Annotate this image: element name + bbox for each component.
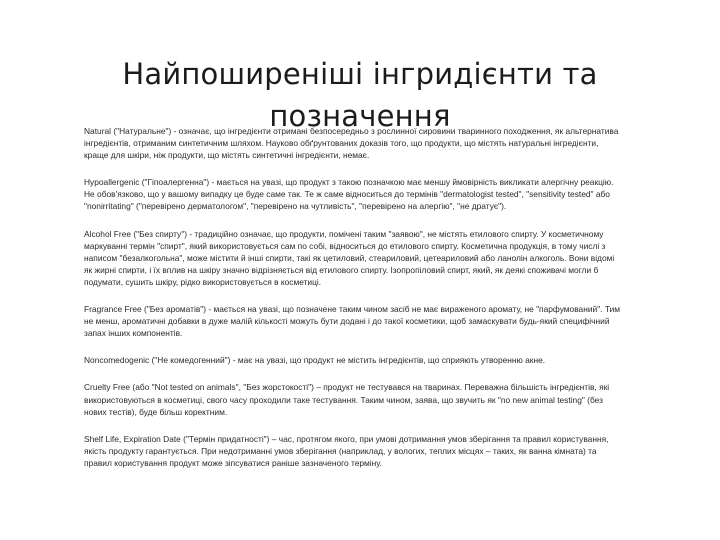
paragraph-fragrance-free: Fragrance Free ("Без ароматів") - мається на увазі, що позначене таким чином засіб не має вираженого аромату, не "парфумований". Тим не менш, ароматичні добавки в дуже малій кількості можуть бути додані і до такої косметики, щоб замаскувати будь-який специфічний запах інших компонентів. [84,304,621,339]
paragraph-natural: Natural ("Натуральне") - означає, що інгредієнти отримані безпосередньо з рослинної сировини тваринного походження, як альтернатива інгредієнтів, отриманим синтетичним шляхом. Науково обґрунтованих доказів того, що продукти, що містять натуральні інгредієнти, краще для шкіри, ніж продукти, що містять синтетичні інгредієнти, немає. [84,126,619,161]
paragraph-hypoallergenic: Hypoallergenic ("Гіпоалергенна") - мається на увазі, що продукт з такою позначкою має меншу ймовірність викликати алергічну реакцію. Не обов'язково, що у вашому випадку це буде саме так. Те ж саме відноситься до термінів "dermatologist tested", "sensitivity tested" або "nonirritating" ("перевірено дерматологом", "перевірено на чутливість", "перевірено на алергію", "не дратує"). [84,177,614,212]
paragraph-alcohol-free: Alcohol Free ("Без спирту") - традиційно означає, що продукти, помічені таким "заявою", не містять етилового спирту. У косметичному маркуванні термін "спирт", який використовується сам по собі, відноситься до етилового спирту. Косметична продукція, в тому числі з написом "безалкогольна", може містити й інші спирти, такі як цетиловий, стеариловий, цетеариловий або ланолін алкоголь. Вони відомі як жирні спирти, і їх вплив на шкіру значно відрізняється від етилового спирту. Ізопропіловий спирт, який, як деякі споживачі могли б подумати, сушить шкіру, рідко використовується в косметиці. [84,228,615,287]
slide-body [84,125,622,484]
paragraph-cruelty-free: Cruelty Free (або "Not tested on animals", "Без жорстокості") – продукт не тестувався на тваринах. Переважна більшість інгредієнтів, які використовуються в косметиці, свого часу проходили таке тестування. Таким чином, заява, що звучить як "no new animal testing" (без нових тестів), буде більш коректним. [84,382,610,417]
paragraph-noncomedogenic: Noncomedogenic ("Не комедогенний") - має на увазі, що продукт не містить інгредієнтів, що сприяють утворенню акне. [84,355,546,366]
paragraph-shelf-life: Shelf Life, Expiration Date ("Термін придатності") – час, протягом якого, при умові дотримання умов зберігання та правил користування, якість продукту гарантується. При недотриманні умов зберігання (наприклад, у вологих, теплих місцях – таких, як ванна кімната) та правил користування продукт може зіпсуватися раніше зазначеного терміну. [84,433,609,468]
slide-title: Найпоширеніші інгридієнти та позначення [122,57,598,134]
